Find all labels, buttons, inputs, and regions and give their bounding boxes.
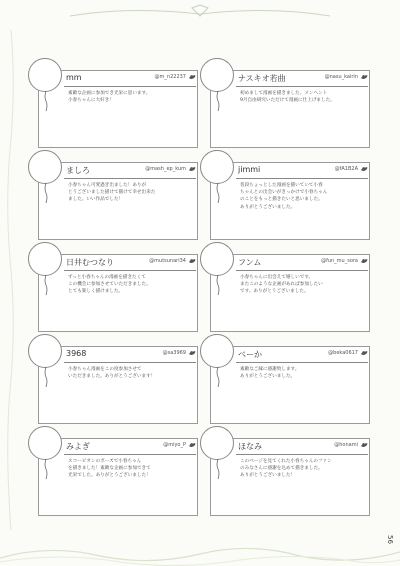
comment-text: 初めまして漫画を描きました。メンヘント 9月自由研究いただけて漫画に仕上げました。	[240, 91, 335, 104]
author-name: ましろ	[66, 166, 90, 175]
card-header	[64, 348, 196, 363]
avatar	[28, 150, 62, 184]
bird-icon	[360, 350, 368, 357]
comment-text: 素敵なご縁に感謝致します。 ありがとうございました。	[240, 367, 300, 380]
comment-text: 素敵な企画に参加でき光栄に思います。 小春ちゃんに大好き！	[68, 91, 151, 104]
card-header	[64, 72, 196, 87]
comment-card	[200, 150, 370, 240]
bird-icon	[188, 442, 196, 449]
avatar	[28, 334, 62, 368]
card-header	[236, 440, 368, 455]
author-name: 日井むつなり	[66, 258, 114, 267]
bird-icon	[360, 442, 368, 449]
balloon-string	[216, 91, 220, 111]
author-handle: @nasu_kairin	[324, 74, 358, 80]
bird-icon	[360, 258, 368, 265]
bird-icon	[188, 350, 196, 357]
author-name: みよぎ	[66, 442, 90, 451]
comment-card	[200, 426, 370, 516]
avatar	[200, 426, 234, 460]
balloon-string	[44, 459, 48, 479]
card-header	[236, 256, 368, 271]
card-header	[236, 72, 368, 87]
author-handle: @mutsunari34	[149, 258, 186, 264]
balloon-string	[216, 367, 220, 387]
author-name: フンム	[238, 258, 262, 267]
card-header	[64, 256, 196, 271]
page-number: 56	[386, 535, 394, 544]
card-header	[236, 348, 368, 363]
author-handle: @m_n22237	[154, 74, 186, 80]
author-handle: @mash_ep_kum	[145, 166, 186, 172]
comment-text: このページを見てくれた小春ちゃんのファン のみなさんに感謝を込めて描きました。 ありがとうございました！	[240, 459, 332, 479]
avatar	[28, 242, 62, 276]
comment-text: ずっと小春ちゃんの漫画を描きたくて この機会に参加させていただきました。 とても楽しく描けました。	[68, 275, 151, 295]
comment-text: 普段ちょっとした漫画を描いていて小春 ちゃんとの出会いがきっかけで小春ちゃん のことをもっと描きたいと思いました。 ありがとうございました。	[240, 183, 328, 210]
bird-icon	[188, 74, 196, 81]
comment-card	[200, 334, 370, 424]
balloon-string	[216, 183, 220, 203]
author-name: ナスキオ若曲	[238, 74, 286, 83]
comment-card	[28, 150, 198, 240]
card-header	[64, 164, 196, 179]
balloon-string	[44, 91, 48, 111]
comment-text: スコーピオンのポーズで小春ちゃん を描きました！素敵な企画に参加できて 光栄でした。ありがとうございました！	[68, 459, 151, 479]
comment-text: 小春ちゃんに出会えて嬉しいです。 またこのような企画があれば参加したい です。ありがとうございました。	[240, 275, 323, 295]
card-header	[236, 164, 368, 179]
bottom-ornament	[0, 532, 400, 566]
top-ornament	[60, 4, 340, 22]
author-handle: @fun_mu_sora	[321, 258, 358, 264]
avatar	[200, 58, 234, 92]
author-name: jimmi	[238, 165, 261, 174]
avatar	[28, 58, 62, 92]
comment-card	[28, 242, 198, 332]
balloon-string	[44, 367, 48, 387]
avatar	[200, 334, 234, 368]
bird-icon	[188, 166, 196, 173]
card-header	[64, 440, 196, 455]
author-name: 3968	[66, 349, 87, 358]
side-ornament	[4, 30, 18, 530]
bird-icon	[188, 258, 196, 265]
author-handle: @honami	[334, 442, 358, 448]
balloon-string	[216, 459, 220, 479]
avatar	[28, 426, 62, 460]
avatar	[200, 150, 234, 184]
balloon-string	[216, 275, 220, 295]
balloon-string	[44, 275, 48, 295]
author-handle: @fA1B2A	[334, 166, 358, 172]
comment-text: 小春ちゃん漫画をこの度参加させて いただきました。ありがとうございます！	[68, 367, 156, 380]
author-name: べーか	[238, 350, 262, 359]
author-name: ほなみ	[238, 442, 262, 451]
comment-card	[200, 58, 370, 148]
comment-card	[28, 334, 198, 424]
balloon-string	[44, 183, 48, 203]
author-handle: @sa3969	[162, 350, 186, 356]
author-name: mm	[66, 73, 82, 82]
author-handle: @beka0617	[328, 350, 358, 356]
bird-icon	[360, 166, 368, 173]
author-handle: @miyo_P	[163, 442, 186, 448]
comment-text: 小春ちゃん可愛過ぎ出ました！ありが とうございました描けて描けて幸せ出来た ました。いい作品でした！	[68, 183, 156, 203]
comment-card	[200, 242, 370, 332]
bird-icon	[360, 74, 368, 81]
comment-card	[28, 58, 198, 148]
avatar	[200, 242, 234, 276]
comment-card	[28, 426, 198, 516]
